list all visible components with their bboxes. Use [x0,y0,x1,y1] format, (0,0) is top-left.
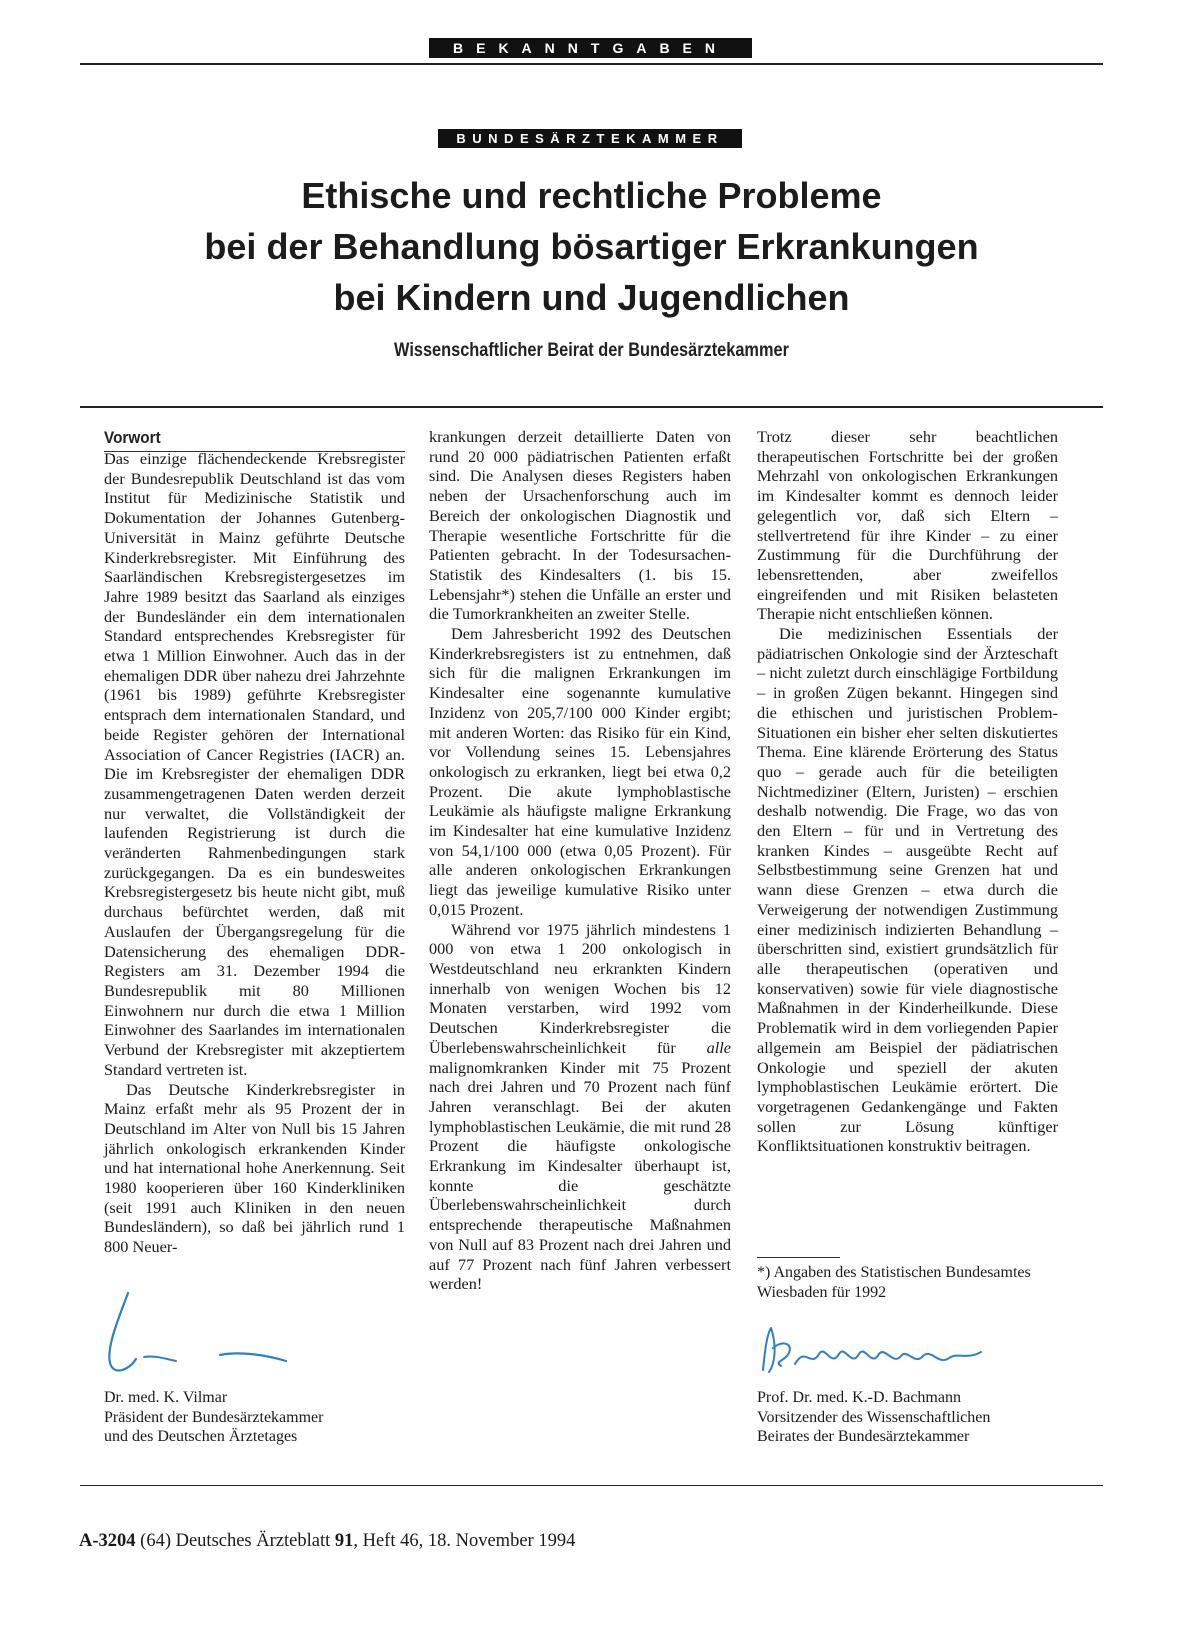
title-line-1: Ethische und rechtliche Probleme [301,175,882,216]
signatory-role: und des Deutschen Ärztetages [104,1428,298,1446]
footnote: *) Angaben des Statistischen Bundesamtes Wiesbaden für 1992 [757,1264,1031,1301]
footer-publication: (64) Deutsches Ärzteblatt [140,1531,331,1551]
column-1 [104,449,405,1257]
paragraph: Die medizinischen Essentials der pädiatrischen Onkologie sind der Ärzteschaft – nicht zuletzt durch einschlägige Fortbildung – in großen Zügen bekannt. Hingegen sind die ethischen und juristischen Problem-Situationen ein bisher eher selten diskutiertes Thema. Eine klärende Erörterung des Status quo – gerade auch für die beteiligten Nichtmediziner (Eltern, Juristen) – erschien deshalb notwendig. Die Frage, wo das von den Eltern – für und in Vertretung des kranken Kindes – ausgeübte Recht auf Selbstbestimmung seine Grenzen hat und wann diese Grenzen – etwa durch die Verweigerung der notwendigen Zustimmung einer medizinisch indizierten Behandlung – überschritten sind, existiert grundsätzlich für alle therapeutischen (operativen und konservativen) sowie für viele diagnostische Maßnahmen in der Kinderheilkunde. Diese Problematik wird in dem vorliegenden Papier allgemein am Beispiel der pädiatrischen Onkologie und speziell der akuten lymphoblastischen Leukämie erörtert. Die vorgetragenen Gedankengänge und Fakten sollen zur Lösung künftiger Konfliktsituationen konstruktiv beitragen. [757,624,1058,1156]
title-line-3: bei Kindern und Jugendlichen [333,277,850,318]
signature-bachmann [755,1320,995,1380]
paragraph: Dem Jahresbericht 1992 des Deutschen Kinderkrebsregisters ist zu entnehmen, daß sich für die malignen Erkrankungen im Kindesalter eine sogenannte kumulative Inzidenz von 205,7/100 000 Kinder ergibt; mit anderen Worten: das Risiko für ein Kind, vor Vollendung seines 15. Lebensjahres onkologisch zu erkranken, liegt bei etwa 0,2 Prozent. Die akute lymphoblastische Leukämie als häufigste maligne Erkrankung im Kindesalter hat eine kumulative Inzidenz von 54,1/100 000 (etwa 0,05 Prozent). Für alle anderen onkologischen Erkrankungen liegt das jeweilige kumulative Risiko unter 0,015 Prozent. [429,624,731,919]
paragraph [429,920,731,1294]
top-rule [80,63,1103,65]
paragraph: Das Deutsche Kinderkrebsregister in Mainz erfaßt mehr als 95 Prozent der in Deutschland im Alter von Null bis 15 Jahren jährlich onkologisch erkrankenden Kinder und hat international hohe Anerkennung. Seit 1980 kooperieren über 160 Kinderkliniken (seit 1991 auch Kliniken in den neuen Bundesländern), so daß bei jährlich rund 1 800 Neuer- [104,1079,405,1257]
title-rule [80,406,1103,408]
paragraph: Trotz dieser sehr beachtlichen therapeutischen Fortschritte bei der großen Mehrzahl von onkologischen Erkrankungen im Kindesalter kommt es dennoch leider gelegentlich vor, daß sich Eltern – stellvertretend für ihre Kinder – zu einer Zustimmung für die Durchführung der lebensrettenden, aber zweifellos eingreifenden und mit Risiken belasteten Therapie nicht entschließen können. [757,427,1058,624]
signatory-name: Dr. med. K. Vilmar [104,1389,228,1406]
signatory-role: Beirates der Bundesärztekammer [757,1428,970,1446]
section-heading-vorwort: Vorwort [104,428,161,447]
footnote-rule [757,1257,840,1258]
column-3 [757,427,1058,1156]
column-2 [429,427,731,1294]
footer-issue: , Heft 46, 18. November 1994 [353,1531,576,1551]
section-band-bundesaerztekammer: BUNDESÄRZTEKAMMER [438,129,742,148]
signature-vilmar [100,1285,300,1385]
emphasis: alle [706,1037,731,1057]
page-number: A-3204 [79,1531,136,1551]
signatory-role: Präsident der Bundesärztekammer [104,1408,324,1426]
paragraph: krankungen derzeit detaillierte Daten von rund 20 000 pädiatrischen Patienten erfaßt sind. Die Analysen dieses Registers haben neben der Ursachenforschung auch im Bereich der onkologischen Diagnostik und Therapie wesentliche Fortschritte für die Patienten gebracht. In der Todesursachen-Statistik des Kindesalters (1. bis 15. Lebensjahr*) stehen die Unfälle an erster und die Tumorkrankheiten an zweiter Stelle. [429,427,731,624]
signatory-role: Vorsitzender des Wissenschaftlichen [757,1408,991,1426]
page-footer [79,1531,575,1552]
signature-block-left [104,1388,323,1447]
paragraph: Das einzige flächendeckende Krebsregister der Bundesrepublik Deutschland ist das vom Institut für Medizinische Statistik und Dokumentation der Johannes Gutenberg-Universität in Mainz geführte Deutsche Kinderkrebsregister. Mit Einführung des Saarländischen Krebsregistergesetzes im Jahre 1989 besitzt das Saarland als einziges der Bundesländer ein dem internationalen Standard entsprechendes Krebsregister für etwa 1 Million Einwohner. Auch das in der ehemaligen DDR über nahezu drei Jahrzehnte (1961 bis 1989) geführte Krebsregister entsprach dem internationalen Standard, und beide Register gehören der International Association of Cancer Registries (IACR) an. Die im Krebsregister der ehemaligen DDR zusammengetragenen Daten werden derzeit nur verwaltet, die Vollständigkeit der laufenden Registrierung ist durch die veränderten Rahmenbedingungen stark zurückgegangen. Da es ein bundesweites Krebsregistergesetz bis heute nicht gibt, muß durchaus befürchtet werden, daß mit Auslaufen der Übergangsregelung für die Datensicherung des ehemaligen DDR-Registers am 31. Dezember 1994 die Bundesrepublik mit 80 Millionen Einwohnern nur durch die etwa 1 Million Einwohner des Saarlandes im internationalen Verbund der Krebsregister mit akzeptiertem Standard vertreten ist. [104,449,405,1079]
signature-block-right [757,1388,990,1447]
article-title [80,170,1103,323]
article-subtitle: Wissenschaftlicher Beirat der Bundesärztekammer [394,340,789,361]
title-line-2: bei der Behandlung bösartiger Erkrankungen [204,226,979,267]
section-band-bekanntgaben: BEKANNTGABEN [429,38,752,58]
footer-rule [80,1485,1103,1486]
footer-volume: 91 [334,1531,354,1551]
text-run: Während vor 1975 jährlich mindestens 1 000 von etwa 1 200 onkologisch in Westdeutschland neu erkrankten Kindern innerhalb von wenigen Wochen bis 12 Monaten verstarben, wird 1992 vom Deutschen Kinderkrebsregister die Überlebenswahrscheinlichkeit für [429,919,731,1057]
text-run: malignomkranken Kinder mit 75 Prozent nach drei Jahren und 70 Prozent nach fünf Jahren veranschlagt. Bei der akuten lymphoblastischen Leukämie, die mit rund 28 Prozent die häufigste onkologische Erkrankung im Kindesalter überhaupt ist, konnte die geschätzte Überlebenswahrscheinlichkeit durch entsprechende therapeutische Maßnahmen von Null auf 83 Prozent nach drei Jahren und auf 77 Prozent nach fünf Jahren verbessert werden! [429,1057,731,1294]
signatory-name: Prof. Dr. med. K.-D. Bachmann [757,1389,961,1406]
